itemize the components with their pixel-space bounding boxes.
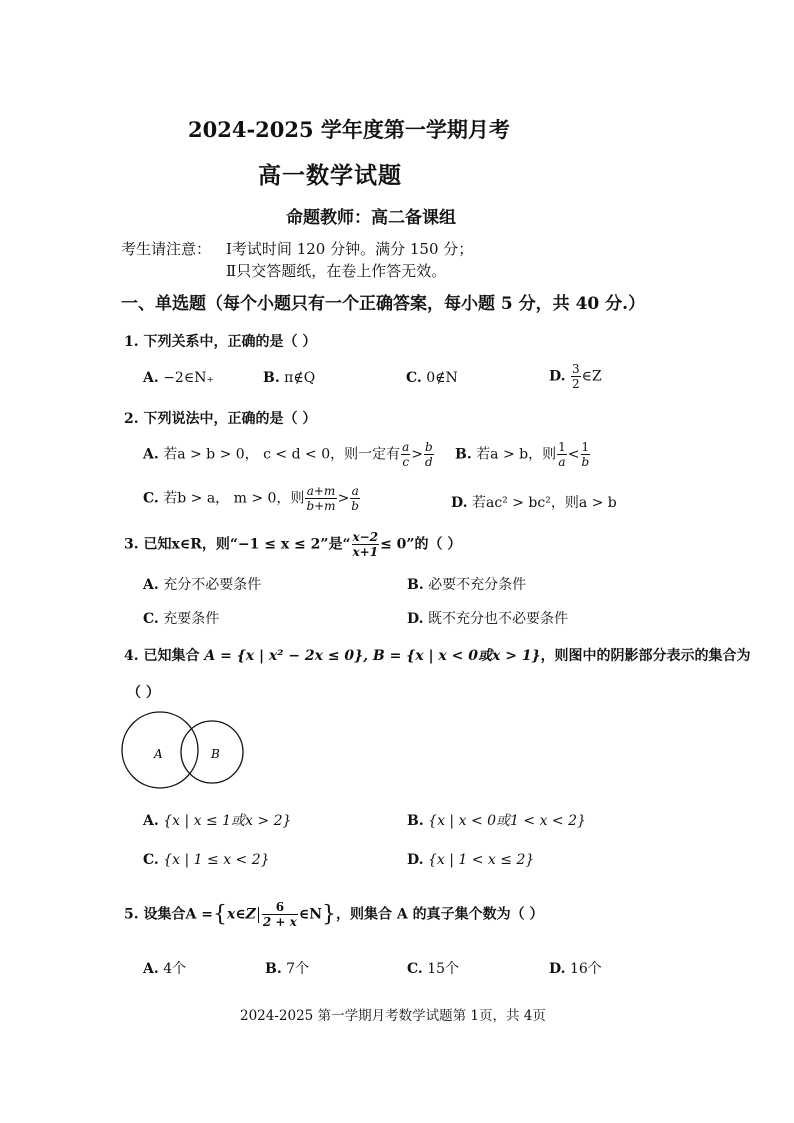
q3-stem: 3. 已知x∈R，则“−1 ≤ x ≤ 2”是“ $\frac{x-2}{x+1}$ ≤ 0”的（ ）	[124, 530, 462, 559]
q5-option-a: A. 4个	[143, 961, 187, 977]
q4-stem: 4. 已知集合 A = {x | x² − 2x ≤ 0}, B = {x | x < 0或x > 1}，则图中的阴影部分表示的集合为	[124, 648, 751, 664]
q4-paren: （ ）	[127, 685, 160, 701]
exam-title: 2024-2025 学年度第一学期月考	[188, 117, 510, 142]
q2-option-a: A. 若a > b > 0， c < d < 0，则一定有 $\frac{a}{c}$ > $\frac{b}{d}$	[143, 440, 433, 469]
q2-option-c: C. 若b > a， m > 0，则 $\frac{a+m}{b+m}$ > $\frac{a}{b}$	[143, 484, 359, 513]
exam-author: 命题教师：高二备课组	[286, 208, 456, 228]
q1-option-c: C. 0∉N	[406, 370, 458, 386]
page-footer: 2024-2025 第一学期月考数学试题第 1页，共 4页	[240, 1008, 546, 1024]
venn-diagram	[118, 708, 250, 794]
q3-option-d: D. 既不充分也不必要条件	[407, 611, 568, 627]
q5-option-c: C. 15个	[407, 961, 460, 977]
notice-label: 考生请注意：	[121, 240, 212, 258]
q2-stem: 2. 下列说法中，正确的是（ ）	[124, 411, 317, 427]
q3-option-c: C. 充要条件	[143, 611, 220, 627]
q2-option-b: B. 若a > b，则 $\frac{1}{a}$ < $\frac{1}{b}$	[455, 440, 590, 469]
q4-option-b: B. {x | x < 0或1 < x < 2}	[407, 813, 586, 829]
q1-option-b: B. π∉Q	[263, 370, 316, 386]
exam-subtitle: 高一数学试题	[258, 162, 402, 189]
q1-stem: 1. 下列关系中，正确的是（ ）	[124, 334, 317, 350]
q3-option-a: A. 充分不必要条件	[143, 577, 262, 593]
venn-label-b: B	[211, 747, 220, 761]
q1-option-d: D. $\frac{3}{2}$ ∈Z	[549, 362, 602, 391]
q5-option-d: D. 16个	[549, 961, 602, 977]
section-title: 一、单选题（每个小题只有一个正确答案，每小题 5 分，共 40 分.）	[121, 294, 646, 314]
q4-option-c: C. {x | 1 ≤ x < 2}	[143, 852, 270, 868]
q5-stem: 5. 设集合A ={x∈Z $\frac{6}{2 + x}$ ∈N}，则集合 A 的真子集个数为（ ）	[124, 900, 544, 929]
venn-label-a: A	[154, 747, 163, 761]
q4-option-a: A. {x | x ≤ 1或x > 2}	[143, 813, 292, 829]
q1-option-a: A. −2∈N₊	[143, 370, 214, 386]
q3-option-b: B. 必要不充分条件	[407, 577, 527, 593]
q2-option-d: D. 若ac² > bc²，则a > b	[451, 495, 617, 511]
q4-option-d: D. {x | 1 < x ≤ 2}	[407, 852, 535, 868]
notice-line-2: Ⅱ只交答题纸，在卷上作答无效。	[226, 262, 447, 280]
q5-option-b: B. 7个	[265, 961, 310, 977]
notice-line-1: Ⅰ考试时间 120 分钟。满分 150 分；	[226, 240, 474, 258]
